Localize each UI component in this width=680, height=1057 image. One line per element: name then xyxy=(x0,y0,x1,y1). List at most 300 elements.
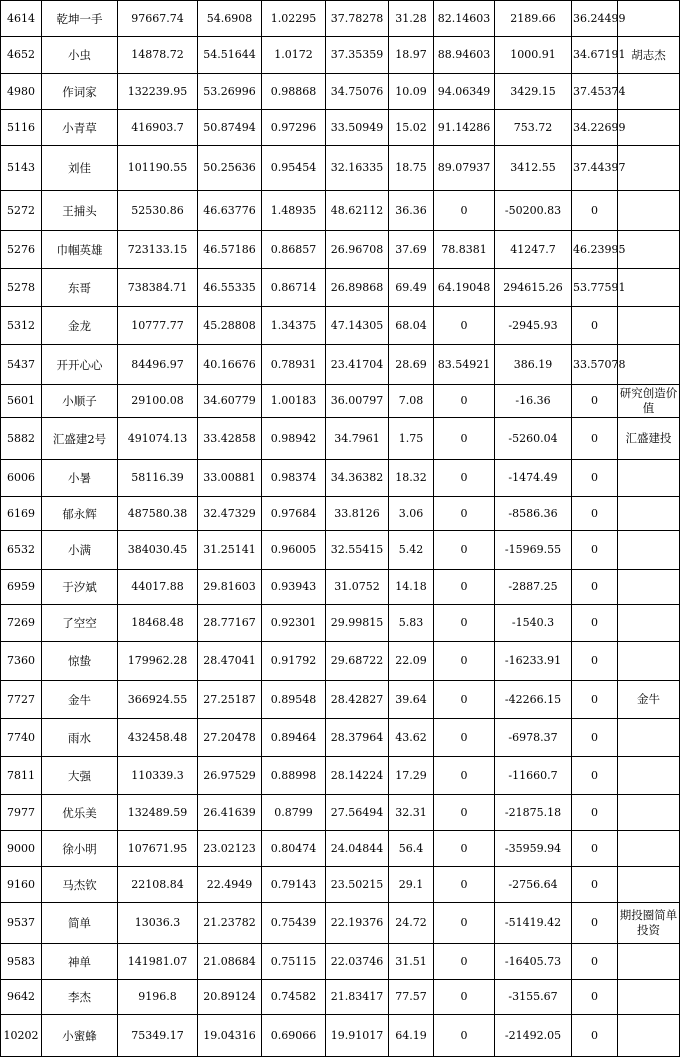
value-cell: 738384.71 xyxy=(118,269,198,307)
share-cell: 34.67191 xyxy=(572,37,618,74)
ratio-cell: 0.96005 xyxy=(262,531,326,570)
ratio-cell: 1.34375 xyxy=(262,307,326,345)
pct-cell: 28.14224 xyxy=(326,757,389,795)
value-cell: 58116.39 xyxy=(118,460,198,497)
rate-cell: 26.41639 xyxy=(198,795,262,831)
value-cell: 10777.77 xyxy=(118,307,198,345)
pnl-cell: -16405.73 xyxy=(495,944,572,980)
name-cell: 大强 xyxy=(42,757,118,795)
share-cell: 0 xyxy=(572,795,618,831)
score-cell: 0 xyxy=(434,795,495,831)
share-cell: 36.24499 xyxy=(572,1,618,37)
note-cell: 胡志杰 xyxy=(618,37,680,74)
pct-cell: 23.50215 xyxy=(326,867,389,903)
small-cell: 17.29 xyxy=(389,757,434,795)
pnl-cell: -1540.3 xyxy=(495,605,572,642)
rank-cell: 7269 xyxy=(1,605,42,642)
score-cell: 0 xyxy=(434,531,495,570)
pnl-cell: -16.36 xyxy=(495,385,572,418)
pct-cell: 29.68722 xyxy=(326,642,389,681)
rank-cell: 5278 xyxy=(1,269,42,307)
name-cell: 徐小明 xyxy=(42,831,118,867)
table-row xyxy=(1,345,680,385)
ratio-cell: 0.86714 xyxy=(262,269,326,307)
score-cell: 82.14603 xyxy=(434,1,495,37)
share-cell: 53.77591 xyxy=(572,269,618,307)
small-cell: 32.31 xyxy=(389,795,434,831)
value-cell: 97667.74 xyxy=(118,1,198,37)
value-cell: 432458.48 xyxy=(118,719,198,757)
table-row xyxy=(1,191,680,231)
rate-cell: 26.97529 xyxy=(198,757,262,795)
ratio-cell: 0.79143 xyxy=(262,867,326,903)
name-cell: 小满 xyxy=(42,531,118,570)
ratio-cell: 0.98374 xyxy=(262,460,326,497)
table-row xyxy=(1,269,680,307)
small-cell: 14.18 xyxy=(389,570,434,605)
value-cell: 416903.7 xyxy=(118,110,198,146)
ratio-cell: 1.02295 xyxy=(262,1,326,37)
value-cell: 179962.28 xyxy=(118,642,198,681)
name-cell: 李杰 xyxy=(42,980,118,1015)
small-cell: 77.57 xyxy=(389,980,434,1015)
note-cell xyxy=(618,74,680,110)
score-cell: 0 xyxy=(434,460,495,497)
small-cell: 18.32 xyxy=(389,460,434,497)
table-row xyxy=(1,795,680,831)
pct-cell: 19.91017 xyxy=(326,1015,389,1057)
table-row xyxy=(1,37,680,74)
name-cell: 优乐美 xyxy=(42,795,118,831)
ratio-cell: 0.78931 xyxy=(262,345,326,385)
rate-cell: 29.81603 xyxy=(198,570,262,605)
note-cell: 金牛 xyxy=(618,681,680,719)
small-cell: 18.75 xyxy=(389,146,434,191)
rank-cell: 5882 xyxy=(1,418,42,460)
small-cell: 15.02 xyxy=(389,110,434,146)
share-cell: 0 xyxy=(572,642,618,681)
value-cell: 44017.88 xyxy=(118,570,198,605)
pct-cell: 26.89868 xyxy=(326,269,389,307)
rate-cell: 50.25636 xyxy=(198,146,262,191)
score-cell: 88.94603 xyxy=(434,37,495,74)
name-cell: 马杰钦 xyxy=(42,867,118,903)
small-cell: 3.06 xyxy=(389,497,434,531)
rate-cell: 46.57186 xyxy=(198,231,262,269)
rank-cell: 9642 xyxy=(1,980,42,1015)
value-cell: 384030.45 xyxy=(118,531,198,570)
rate-cell: 27.20478 xyxy=(198,719,262,757)
table-row xyxy=(1,605,680,642)
pnl-cell: -2945.93 xyxy=(495,307,572,345)
value-cell: 491074.13 xyxy=(118,418,198,460)
table-row xyxy=(1,307,680,345)
value-cell: 487580.38 xyxy=(118,497,198,531)
ratio-cell: 0.88998 xyxy=(262,757,326,795)
table-row xyxy=(1,867,680,903)
name-cell: 王捕头 xyxy=(42,191,118,231)
score-cell: 78.8381 xyxy=(434,231,495,269)
table-body xyxy=(1,1,680,1057)
note-cell xyxy=(618,642,680,681)
small-cell: 5.83 xyxy=(389,605,434,642)
score-cell: 0 xyxy=(434,1015,495,1057)
share-cell: 0 xyxy=(572,307,618,345)
pnl-cell: 3412.55 xyxy=(495,146,572,191)
rate-cell: 50.87494 xyxy=(198,110,262,146)
small-cell: 22.09 xyxy=(389,642,434,681)
share-cell: 0 xyxy=(572,497,618,531)
note-cell xyxy=(618,719,680,757)
value-cell: 107671.95 xyxy=(118,831,198,867)
pct-cell: 48.62112 xyxy=(326,191,389,231)
name-cell: 小虫 xyxy=(42,37,118,74)
table-row xyxy=(1,418,680,460)
table-row xyxy=(1,831,680,867)
name-cell: 小暑 xyxy=(42,460,118,497)
score-cell: 0 xyxy=(434,681,495,719)
share-cell: 33.57078 xyxy=(572,345,618,385)
share-cell: 0 xyxy=(572,980,618,1015)
small-cell: 69.49 xyxy=(389,269,434,307)
value-cell: 366924.55 xyxy=(118,681,198,719)
table-row xyxy=(1,944,680,980)
ratio-cell: 0.97684 xyxy=(262,497,326,531)
table-row xyxy=(1,110,680,146)
table-row xyxy=(1,385,680,418)
table-row xyxy=(1,1015,680,1057)
share-cell: 0 xyxy=(572,944,618,980)
pct-cell: 27.56494 xyxy=(326,795,389,831)
note-cell xyxy=(618,1015,680,1057)
name-cell: 巾帼英雄 xyxy=(42,231,118,269)
value-cell: 132489.59 xyxy=(118,795,198,831)
note-cell xyxy=(618,497,680,531)
note-cell: 汇盛建投 xyxy=(618,418,680,460)
score-cell: 0 xyxy=(434,307,495,345)
note-cell xyxy=(618,110,680,146)
name-cell: 小顺子 xyxy=(42,385,118,418)
note-cell xyxy=(618,269,680,307)
share-cell: 0 xyxy=(572,460,618,497)
pct-cell: 32.55415 xyxy=(326,531,389,570)
pct-cell: 31.0752 xyxy=(326,570,389,605)
rank-cell: 9160 xyxy=(1,867,42,903)
small-cell: 7.08 xyxy=(389,385,434,418)
value-cell: 22108.84 xyxy=(118,867,198,903)
pct-cell: 26.96708 xyxy=(326,231,389,269)
name-cell: 郁永辉 xyxy=(42,497,118,531)
rank-cell: 5276 xyxy=(1,231,42,269)
name-cell: 开开心心 xyxy=(42,345,118,385)
ratio-cell: 0.69066 xyxy=(262,1015,326,1057)
rank-cell: 10202 xyxy=(1,1015,42,1057)
score-cell: 89.07937 xyxy=(434,146,495,191)
ratio-cell: 0.75115 xyxy=(262,944,326,980)
value-cell: 110339.3 xyxy=(118,757,198,795)
note-cell xyxy=(618,757,680,795)
pct-cell: 36.00797 xyxy=(326,385,389,418)
pct-cell: 29.99815 xyxy=(326,605,389,642)
rank-cell: 4980 xyxy=(1,74,42,110)
score-cell: 0 xyxy=(434,605,495,642)
rate-cell: 32.47329 xyxy=(198,497,262,531)
ratio-cell: 0.86857 xyxy=(262,231,326,269)
note-cell xyxy=(618,831,680,867)
score-cell: 0 xyxy=(434,642,495,681)
pnl-cell: 753.72 xyxy=(495,110,572,146)
rank-cell: 7727 xyxy=(1,681,42,719)
name-cell: 惊蛰 xyxy=(42,642,118,681)
value-cell: 9196.8 xyxy=(118,980,198,1015)
rank-cell: 5312 xyxy=(1,307,42,345)
rank-cell: 9583 xyxy=(1,944,42,980)
rank-cell: 5143 xyxy=(1,146,42,191)
note-cell xyxy=(618,944,680,980)
name-cell: 小青草 xyxy=(42,110,118,146)
pnl-cell: -51419.42 xyxy=(495,903,572,944)
note-cell: 期投圈简单投资 xyxy=(618,903,680,944)
rate-cell: 33.42858 xyxy=(198,418,262,460)
pct-cell: 33.50949 xyxy=(326,110,389,146)
table-row xyxy=(1,681,680,719)
rate-cell: 34.60779 xyxy=(198,385,262,418)
share-cell: 46.23995 xyxy=(572,231,618,269)
rate-cell: 46.63776 xyxy=(198,191,262,231)
score-cell: 0 xyxy=(434,831,495,867)
pct-cell: 22.03746 xyxy=(326,944,389,980)
small-cell: 43.62 xyxy=(389,719,434,757)
small-cell: 1.75 xyxy=(389,418,434,460)
small-cell: 29.1 xyxy=(389,867,434,903)
share-cell: 37.45374 xyxy=(572,74,618,110)
rate-cell: 23.02123 xyxy=(198,831,262,867)
pnl-cell: 41247.7 xyxy=(495,231,572,269)
rate-cell: 20.89124 xyxy=(198,980,262,1015)
name-cell: 汇盛建2号 xyxy=(42,418,118,460)
note-cell xyxy=(618,867,680,903)
rank-cell: 5272 xyxy=(1,191,42,231)
share-cell: 0 xyxy=(572,385,618,418)
share-cell: 0 xyxy=(572,867,618,903)
score-cell: 83.54921 xyxy=(434,345,495,385)
pnl-cell: 1000.91 xyxy=(495,37,572,74)
share-cell: 0 xyxy=(572,831,618,867)
pnl-cell: -21875.18 xyxy=(495,795,572,831)
share-cell: 0 xyxy=(572,191,618,231)
value-cell: 132239.95 xyxy=(118,74,198,110)
value-cell: 52530.86 xyxy=(118,191,198,231)
value-cell: 84496.97 xyxy=(118,345,198,385)
rank-cell: 6006 xyxy=(1,460,42,497)
pnl-cell: -5260.04 xyxy=(495,418,572,460)
score-cell: 0 xyxy=(434,944,495,980)
table-row xyxy=(1,980,680,1015)
pnl-cell: 2189.66 xyxy=(495,1,572,37)
small-cell: 28.69 xyxy=(389,345,434,385)
note-cell xyxy=(618,980,680,1015)
note-cell xyxy=(618,231,680,269)
rank-cell: 6959 xyxy=(1,570,42,605)
value-cell: 14878.72 xyxy=(118,37,198,74)
note-cell: 研究创造价值 xyxy=(618,385,680,418)
pnl-cell: -1474.49 xyxy=(495,460,572,497)
pnl-cell: 294615.26 xyxy=(495,269,572,307)
pct-cell: 37.78278 xyxy=(326,1,389,37)
score-cell: 0 xyxy=(434,903,495,944)
rank-cell: 4652 xyxy=(1,37,42,74)
share-cell: 0 xyxy=(572,757,618,795)
rate-cell: 19.04316 xyxy=(198,1015,262,1057)
pct-cell: 21.83417 xyxy=(326,980,389,1015)
score-cell: 0 xyxy=(434,191,495,231)
pnl-cell: -2887.25 xyxy=(495,570,572,605)
name-cell: 乾坤一手 xyxy=(42,1,118,37)
rate-cell: 33.00881 xyxy=(198,460,262,497)
rank-cell: 5116 xyxy=(1,110,42,146)
small-cell: 37.69 xyxy=(389,231,434,269)
table-row xyxy=(1,642,680,681)
score-cell: 64.19048 xyxy=(434,269,495,307)
value-cell: 723133.15 xyxy=(118,231,198,269)
pnl-cell: -42266.15 xyxy=(495,681,572,719)
table-row xyxy=(1,757,680,795)
rank-cell: 5437 xyxy=(1,345,42,385)
table-row xyxy=(1,231,680,269)
rate-cell: 27.25187 xyxy=(198,681,262,719)
score-cell: 94.06349 xyxy=(434,74,495,110)
ratio-cell: 0.97296 xyxy=(262,110,326,146)
rate-cell: 28.77167 xyxy=(198,605,262,642)
rate-cell: 28.47041 xyxy=(198,642,262,681)
share-cell: 0 xyxy=(572,903,618,944)
name-cell: 小蜜蜂 xyxy=(42,1015,118,1057)
rank-cell: 4614 xyxy=(1,1,42,37)
pct-cell: 24.04844 xyxy=(326,831,389,867)
pct-cell: 47.14305 xyxy=(326,307,389,345)
small-cell: 68.04 xyxy=(389,307,434,345)
share-cell: 0 xyxy=(572,1015,618,1057)
ratio-cell: 0.92301 xyxy=(262,605,326,642)
pnl-cell: -3155.67 xyxy=(495,980,572,1015)
name-cell: 雨水 xyxy=(42,719,118,757)
pnl-cell: 386.19 xyxy=(495,345,572,385)
pct-cell: 34.36382 xyxy=(326,460,389,497)
share-cell: 0 xyxy=(572,531,618,570)
ratio-cell: 0.93943 xyxy=(262,570,326,605)
rank-cell: 7360 xyxy=(1,642,42,681)
note-cell xyxy=(618,345,680,385)
score-cell: 0 xyxy=(434,980,495,1015)
table-row xyxy=(1,570,680,605)
rate-cell: 54.51644 xyxy=(198,37,262,74)
small-cell: 18.97 xyxy=(389,37,434,74)
rate-cell: 21.08684 xyxy=(198,944,262,980)
rate-cell: 46.55335 xyxy=(198,269,262,307)
small-cell: 5.42 xyxy=(389,531,434,570)
note-cell xyxy=(618,1,680,37)
name-cell: 神单 xyxy=(42,944,118,980)
pct-cell: 23.41704 xyxy=(326,345,389,385)
score-cell: 91.14286 xyxy=(434,110,495,146)
table-row xyxy=(1,719,680,757)
rate-cell: 31.25141 xyxy=(198,531,262,570)
rate-cell: 21.23782 xyxy=(198,903,262,944)
pnl-cell: -11660.7 xyxy=(495,757,572,795)
share-cell: 37.44397 xyxy=(572,146,618,191)
score-cell: 0 xyxy=(434,385,495,418)
rank-cell: 5601 xyxy=(1,385,42,418)
name-cell: 刘佳 xyxy=(42,146,118,191)
small-cell: 36.36 xyxy=(389,191,434,231)
ratio-cell: 0.89464 xyxy=(262,719,326,757)
value-cell: 141981.07 xyxy=(118,944,198,980)
ratio-cell: 0.8799 xyxy=(262,795,326,831)
pct-cell: 34.75076 xyxy=(326,74,389,110)
score-cell: 0 xyxy=(434,497,495,531)
small-cell: 31.51 xyxy=(389,944,434,980)
name-cell: 作词家 xyxy=(42,74,118,110)
score-cell: 0 xyxy=(434,418,495,460)
note-cell xyxy=(618,307,680,345)
score-cell: 0 xyxy=(434,867,495,903)
rank-cell: 7740 xyxy=(1,719,42,757)
pct-cell: 32.16335 xyxy=(326,146,389,191)
share-cell: 0 xyxy=(572,605,618,642)
rate-cell: 22.4949 xyxy=(198,867,262,903)
rate-cell: 53.26996 xyxy=(198,74,262,110)
table-row xyxy=(1,497,680,531)
note-cell xyxy=(618,146,680,191)
rank-cell: 9537 xyxy=(1,903,42,944)
ratio-cell: 1.00183 xyxy=(262,385,326,418)
value-cell: 75349.17 xyxy=(118,1015,198,1057)
ratio-cell: 0.80474 xyxy=(262,831,326,867)
table-row xyxy=(1,531,680,570)
pnl-cell: -35959.94 xyxy=(495,831,572,867)
pct-cell: 28.42827 xyxy=(326,681,389,719)
pct-cell: 34.7961 xyxy=(326,418,389,460)
value-cell: 18468.48 xyxy=(118,605,198,642)
name-cell: 简单 xyxy=(42,903,118,944)
rank-cell: 7977 xyxy=(1,795,42,831)
pct-cell: 37.35359 xyxy=(326,37,389,74)
pnl-cell: -16233.91 xyxy=(495,642,572,681)
name-cell: 金牛 xyxy=(42,681,118,719)
rate-cell: 45.28808 xyxy=(198,307,262,345)
share-cell: 0 xyxy=(572,681,618,719)
pnl-cell: -2756.64 xyxy=(495,867,572,903)
pnl-cell: -8586.36 xyxy=(495,497,572,531)
value-cell: 29100.08 xyxy=(118,385,198,418)
share-cell: 0 xyxy=(572,719,618,757)
note-cell xyxy=(618,795,680,831)
pct-cell: 22.19376 xyxy=(326,903,389,944)
share-cell: 34.22699 xyxy=(572,110,618,146)
name-cell: 东哥 xyxy=(42,269,118,307)
name-cell: 了空空 xyxy=(42,605,118,642)
rank-cell: 9000 xyxy=(1,831,42,867)
name-cell: 于汐斌 xyxy=(42,570,118,605)
pct-cell: 33.8126 xyxy=(326,497,389,531)
small-cell: 56.4 xyxy=(389,831,434,867)
small-cell: 39.64 xyxy=(389,681,434,719)
table-row xyxy=(1,1,680,37)
ratio-cell: 0.95454 xyxy=(262,146,326,191)
name-cell: 金龙 xyxy=(42,307,118,345)
small-cell: 31.28 xyxy=(389,1,434,37)
share-cell: 0 xyxy=(572,570,618,605)
